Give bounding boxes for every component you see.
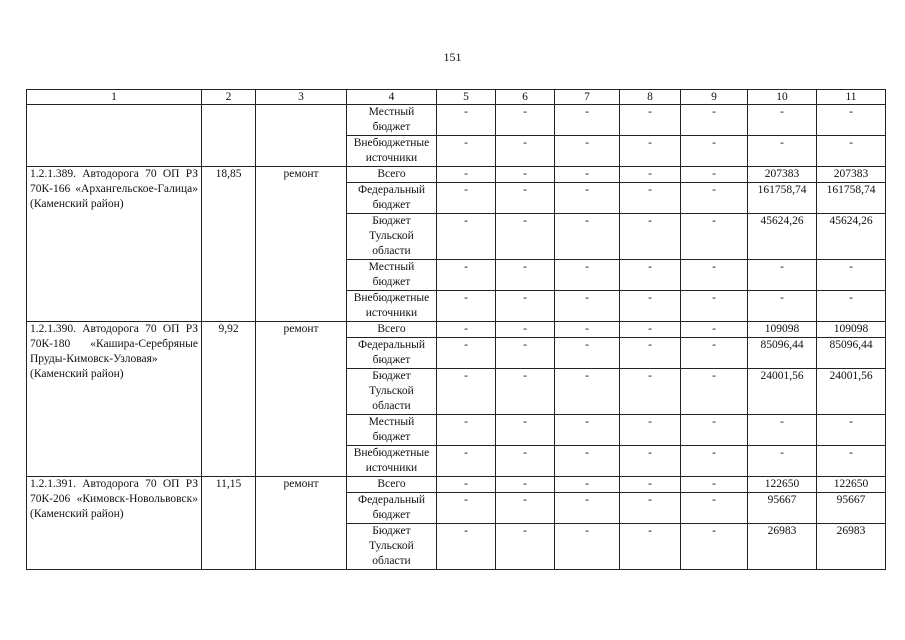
value-col-11: 122650 (817, 477, 886, 493)
value-col-7: - (555, 214, 620, 260)
value-col-6: - (496, 415, 555, 446)
funding-source: Внебюджетные источники (347, 446, 437, 477)
value-col-11: 109098 (817, 322, 886, 338)
value-col-11: - (817, 415, 886, 446)
value-col-6: - (496, 338, 555, 369)
value-col-7: - (555, 524, 620, 570)
value-col-11: 95667 (817, 493, 886, 524)
column-header-3: 3 (256, 90, 347, 105)
funding-source: Бюджет Тульской области (347, 369, 437, 415)
value-col-7: - (555, 136, 620, 167)
value-col-9: - (681, 524, 748, 570)
column-header-8: 8 (620, 90, 681, 105)
value-col-11: - (817, 291, 886, 322)
value-col-11: - (817, 105, 886, 136)
funding-source: Местный бюджет (347, 260, 437, 291)
value-col-9: - (681, 338, 748, 369)
value-col-8: - (620, 105, 681, 136)
value-col-5: - (437, 105, 496, 136)
table-row (27, 322, 886, 338)
column-header-11: 11 (817, 90, 886, 105)
funding-source: Бюджет Тульской области (347, 524, 437, 570)
page-number: 151 (443, 50, 462, 64)
value-col-7: - (555, 291, 620, 322)
value-col-8: - (620, 214, 681, 260)
value-col-5: - (437, 415, 496, 446)
column-header-6: 6 (496, 90, 555, 105)
value-col-11: - (817, 136, 886, 167)
value-col-11: 85096,44 (817, 338, 886, 369)
value-col-7: - (555, 477, 620, 493)
table-row (27, 167, 886, 183)
value-col-10: 109098 (748, 322, 817, 338)
value-col-5: - (437, 322, 496, 338)
value-col-6: - (496, 493, 555, 524)
value-col-6: - (496, 260, 555, 291)
value-col-10: - (748, 446, 817, 477)
funding-source: Местный бюджет (347, 105, 437, 136)
value-col-6: - (496, 136, 555, 167)
project-length: 11,15 (202, 477, 256, 570)
value-col-6: - (496, 291, 555, 322)
value-col-10: 26983 (748, 524, 817, 570)
value-col-5: - (437, 524, 496, 570)
value-col-10: - (748, 260, 817, 291)
value-col-8: - (620, 183, 681, 214)
project-name (27, 105, 202, 167)
funding-source: Всего (347, 167, 437, 183)
header-row (27, 90, 886, 105)
value-col-10: 85096,44 (748, 338, 817, 369)
project-work-type: ремонт (256, 477, 347, 570)
value-col-11: 161758,74 (817, 183, 886, 214)
column-header-9: 9 (681, 90, 748, 105)
value-col-6: - (496, 214, 555, 260)
value-col-9: - (681, 446, 748, 477)
value-col-9: - (681, 291, 748, 322)
value-col-6: - (496, 477, 555, 493)
value-col-9: - (681, 136, 748, 167)
funding-source: Внебюджетные источники (347, 136, 437, 167)
value-col-8: - (620, 260, 681, 291)
column-header-4: 4 (347, 90, 437, 105)
value-col-9: - (681, 493, 748, 524)
project-length (202, 105, 256, 167)
funding-source: Всего (347, 322, 437, 338)
budget-table (26, 89, 886, 570)
value-col-6: - (496, 167, 555, 183)
project-length: 18,85 (202, 167, 256, 322)
value-col-8: - (620, 524, 681, 570)
value-col-7: - (555, 338, 620, 369)
value-col-11: 45624,26 (817, 214, 886, 260)
value-col-7: - (555, 493, 620, 524)
value-col-11: - (817, 260, 886, 291)
value-col-5: - (437, 446, 496, 477)
value-col-7: - (555, 369, 620, 415)
column-header-1: 1 (27, 90, 202, 105)
value-col-9: - (681, 369, 748, 415)
value-col-9: - (681, 105, 748, 136)
value-col-7: - (555, 260, 620, 291)
value-col-10: - (748, 415, 817, 446)
value-col-8: - (620, 136, 681, 167)
value-col-10: 45624,26 (748, 214, 817, 260)
funding-source: Федеральный бюджет (347, 493, 437, 524)
funding-source: Федеральный бюджет (347, 338, 437, 369)
value-col-9: - (681, 415, 748, 446)
value-col-8: - (620, 446, 681, 477)
value-col-9: - (681, 477, 748, 493)
value-col-5: - (437, 183, 496, 214)
column-header-10: 10 (748, 90, 817, 105)
value-col-10: 95667 (748, 493, 817, 524)
value-col-9: - (681, 214, 748, 260)
table-row (27, 105, 886, 136)
value-col-9: - (681, 167, 748, 183)
value-col-7: - (555, 183, 620, 214)
value-col-6: - (496, 322, 555, 338)
project-length: 9,92 (202, 322, 256, 477)
funding-source: Федеральный бюджет (347, 183, 437, 214)
value-col-8: - (620, 369, 681, 415)
project-work-type: ремонт (256, 167, 347, 322)
value-col-5: - (437, 338, 496, 369)
column-header-5: 5 (437, 90, 496, 105)
value-col-6: - (496, 183, 555, 214)
value-col-6: - (496, 446, 555, 477)
value-col-7: - (555, 322, 620, 338)
value-col-10: - (748, 136, 817, 167)
funding-source: Местный бюджет (347, 415, 437, 446)
project-name: 1.2.1.389. Автодорога 70 ОП РЗ 70К-166 «Архангельское-Галица» (Каменский район) (27, 167, 202, 322)
value-col-10: - (748, 291, 817, 322)
value-col-5: - (437, 291, 496, 322)
value-col-8: - (620, 493, 681, 524)
value-col-8: - (620, 415, 681, 446)
value-col-7: - (555, 415, 620, 446)
funding-source: Всего (347, 477, 437, 493)
value-col-9: - (681, 183, 748, 214)
value-col-10: 122650 (748, 477, 817, 493)
value-col-8: - (620, 477, 681, 493)
value-col-7: - (555, 105, 620, 136)
funding-source: Бюджет Тульской области (347, 214, 437, 260)
value-col-10: 161758,74 (748, 183, 817, 214)
value-col-5: - (437, 493, 496, 524)
project-work-type: ремонт (256, 322, 347, 477)
project-name: 1.2.1.390. Автодорога 70 ОП РЗ 70К-180 «Кашира-Серебряные Пруды-Кимовск-Узловая» (Каменский район) (27, 322, 202, 477)
value-col-10: 24001,56 (748, 369, 817, 415)
value-col-7: - (555, 446, 620, 477)
value-col-7: - (555, 167, 620, 183)
value-col-5: - (437, 167, 496, 183)
table-row (27, 477, 886, 493)
value-col-11: 24001,56 (817, 369, 886, 415)
value-col-10: - (748, 105, 817, 136)
value-col-6: - (496, 524, 555, 570)
value-col-11: 26983 (817, 524, 886, 570)
value-col-10: 207383 (748, 167, 817, 183)
value-col-6: - (496, 105, 555, 136)
column-header-2: 2 (202, 90, 256, 105)
value-col-11: - (817, 446, 886, 477)
funding-source: Внебюджетные источники (347, 291, 437, 322)
value-col-9: - (681, 260, 748, 291)
value-col-8: - (620, 291, 681, 322)
column-header-7: 7 (555, 90, 620, 105)
value-col-8: - (620, 322, 681, 338)
value-col-5: - (437, 260, 496, 291)
value-col-6: - (496, 369, 555, 415)
value-col-5: - (437, 369, 496, 415)
value-col-5: - (437, 136, 496, 167)
value-col-5: - (437, 214, 496, 260)
value-col-11: 207383 (817, 167, 886, 183)
project-name: 1.2.1.391. Автодорога 70 ОП РЗ 70К-206 «Кимовск-Новольвовск» (Каменский район) (27, 477, 202, 570)
value-col-9: - (681, 322, 748, 338)
value-col-8: - (620, 338, 681, 369)
value-col-8: - (620, 167, 681, 183)
project-work-type (256, 105, 347, 167)
value-col-5: - (437, 477, 496, 493)
